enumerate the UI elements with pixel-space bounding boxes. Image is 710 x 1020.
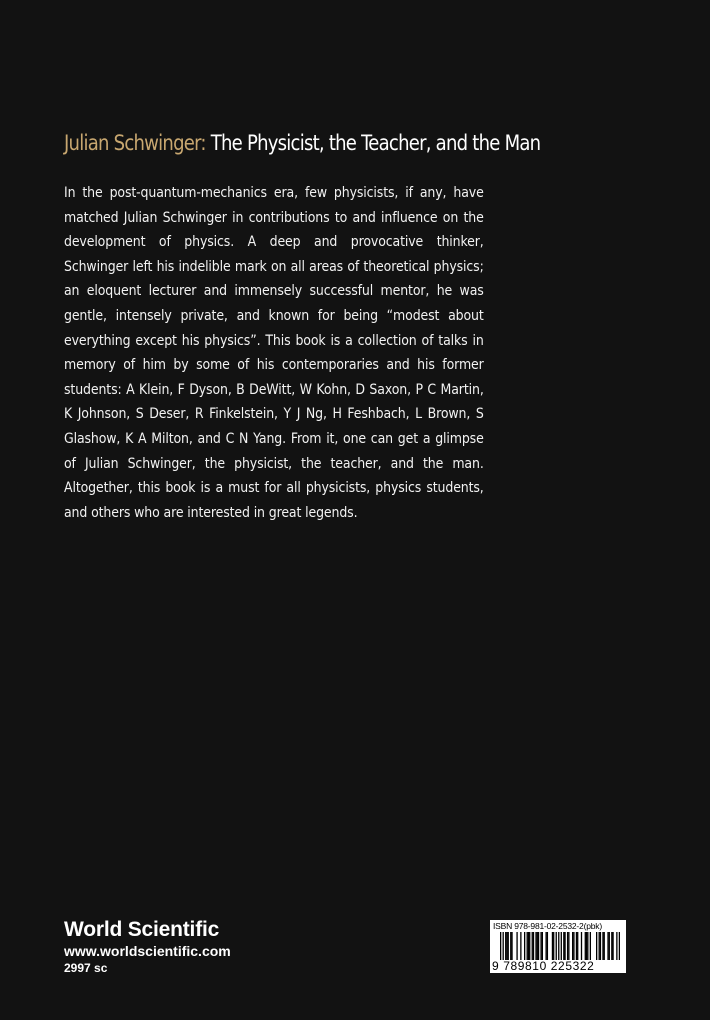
title-accent: Julian Schwinger: bbox=[64, 131, 206, 155]
title-subtitle: The Physicist, the Teacher, and the Man bbox=[210, 131, 541, 155]
publisher-name: World Scientific bbox=[64, 918, 220, 941]
publisher-block bbox=[64, 918, 231, 976]
isbn-barcode bbox=[490, 920, 626, 973]
isbn-label: ISBN 978-981-02-2532-2(pbk) bbox=[493, 921, 602, 931]
publisher-url: www.worldscientific.com bbox=[64, 943, 231, 959]
barcode-icon bbox=[500, 932, 620, 960]
book-description: In the post-quantum-mechanics era, few physicists, if any, have matched Julian Schwinger in contributions to and influence on the development of physics. A deep and provocative thinker, Schwinger left his indelible mark on all areas of theoretical physics; an eloquent lecturer and immensely successful mentor, he was gentle, intensely private, and known for being “modest about everything except his physics”. This book is a collection of talks in memory of him by some of his contemporaries and his former students: A Klein, F Dyson, B DeWitt, W Kohn, D Saxon, P C Martin, K Johnson, S Deser, R Finkelstein, Y J Ng, H Feshbach, L Brown, S Glashow, K A Milton, and C N Yang. From it, one can get a glimpse of Julian Schwinger, the physicist, the teacher, and the man. Altogether, this book is a must for all physicists, physics students, and others who are interested in great legends. bbox=[64, 184, 484, 521]
barcode-digits: 9 789810 225322 bbox=[492, 959, 595, 973]
book-title bbox=[64, 131, 580, 155]
publisher-code: 2997 sc bbox=[64, 961, 108, 975]
